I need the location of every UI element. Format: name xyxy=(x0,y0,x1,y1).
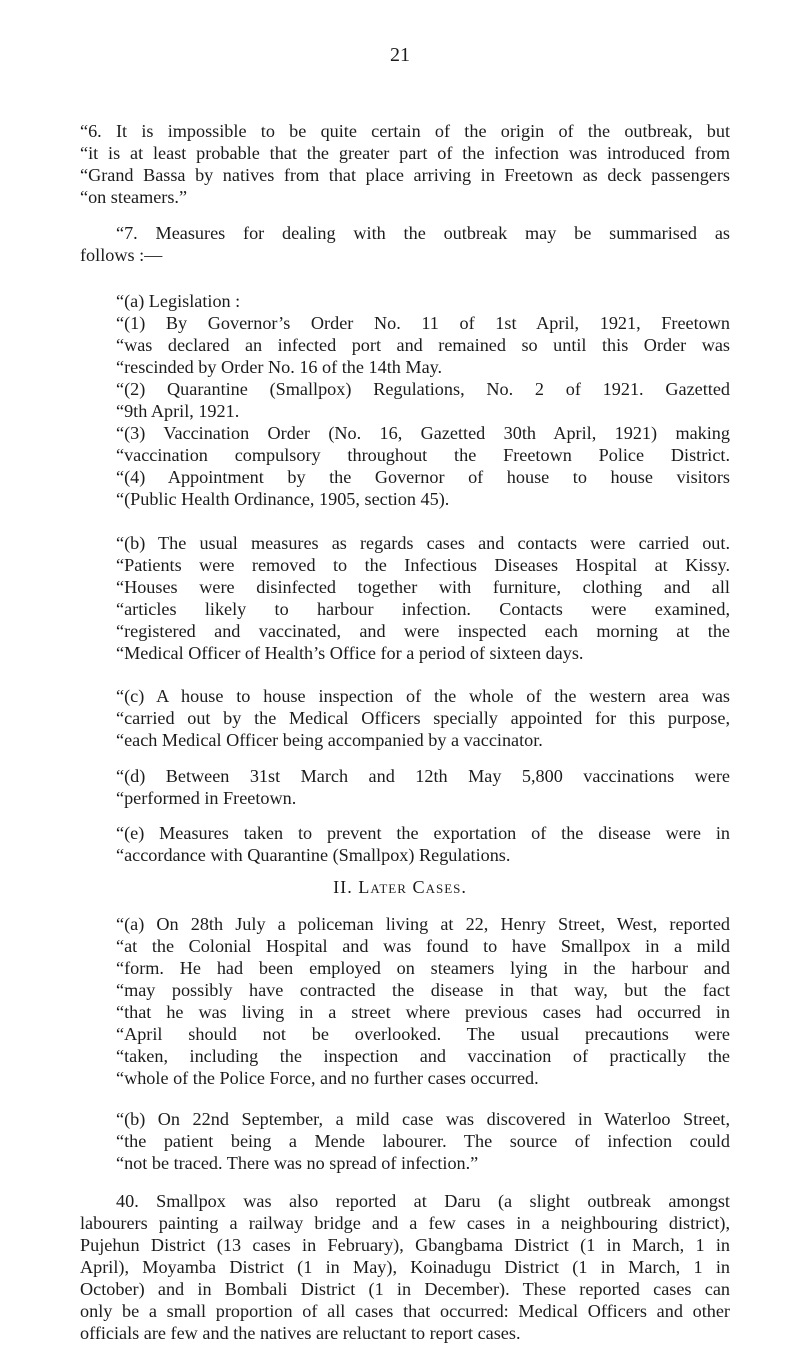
text-line: “not be traced. There was no spread of infection.” xyxy=(116,1153,479,1173)
text-line: “was declared an infected port and remained so until this Order was xyxy=(116,335,730,355)
section-e-exportation xyxy=(80,822,730,866)
text-line: “(b) On 22nd September, a mild case was discovered in Waterloo Street, xyxy=(116,1109,730,1129)
text-line: “(e) Measures taken to prevent the exportation of the disease were in xyxy=(116,823,730,843)
text-line: “the patient being a Mende labourer. The source of infection could xyxy=(116,1131,730,1151)
text-line: officials are few and the natives are reluctant to report cases. xyxy=(80,1323,521,1343)
text-line: “7. Measures for dealing with the outbreak may be summarised as xyxy=(116,223,730,243)
text-line: “6. It is impossible to be quite certain of the origin of the outbreak, but xyxy=(80,121,730,141)
text-line: “each Medical Officer being accompanied by a vaccinator. xyxy=(116,730,543,750)
text-line: “Houses were disinfected together with furniture, clothing and all xyxy=(116,577,730,597)
text-line: 40. Smallpox was also reported at Daru (a slight outbreak amongst xyxy=(116,1191,730,1211)
text-line: “(2) Quarantine (Smallpox) Regulations, No. 2 of 1921. Gazetted xyxy=(116,379,730,399)
text-line: “(Public Health Ordinance, 1905, section 45). xyxy=(116,489,450,509)
text-line: “(d) Between 31st March and 12th May 5,800 vaccinations were xyxy=(116,766,730,786)
text-line: “Medical Officer of Health’s Office for a period of sixteen days. xyxy=(116,643,584,663)
text-line: “(4) Appointment by the Governor of house to house visitors xyxy=(116,467,730,487)
text-line: October) and in Bombali District (1 in December). These reported cases can xyxy=(80,1279,730,1299)
text-line: “carried out by the Medical Officers specially appointed for this purpose, xyxy=(116,708,730,728)
text-line: only be a small proportion of all cases that occurred: Medical Officers and other xyxy=(80,1301,730,1321)
text-line: “(1) By Governor’s Order No. 11 of 1st April, 1921, Freetown xyxy=(116,313,730,333)
text-line: “9th April, 1921. xyxy=(116,401,240,421)
text-line: follows :— xyxy=(80,245,163,265)
section-c-inspection xyxy=(80,685,730,751)
text-line: “taken, including the inspection and vaccination of practically the xyxy=(116,1046,730,1066)
text-line: “(a) On 28th July a policeman living at 22, Henry Street, West, reported xyxy=(116,914,730,934)
text-line: “April should not be overlooked. The usual precautions were xyxy=(116,1024,730,1044)
paragraph-6 xyxy=(80,120,730,208)
text-line: “Patients were removed to the Infectious Diseases Hospital at Kissy. xyxy=(116,555,730,575)
text-line: April), Moyamba District (1 in May), Koinadugu District (1 in March, 1 in xyxy=(80,1257,730,1277)
section-heading: II. Later Cases. xyxy=(333,877,467,897)
text-line: “(c) A house to house inspection of the whole of the western area was xyxy=(116,686,730,706)
text-line: “on steamers.” xyxy=(80,187,188,207)
text-line: “registered and vaccinated, and were inspected each morning at the xyxy=(116,621,730,641)
text-line: “(a) Legislation : xyxy=(116,291,241,311)
section-a-legislation xyxy=(80,290,730,510)
paragraph-40 xyxy=(80,1190,730,1344)
text-line: “that he was living in a street where previous cases had occurred in xyxy=(116,1002,730,1022)
text-line: “accordance with Quarantine (Smallpox) Regulations. xyxy=(116,845,511,865)
paragraph-7 xyxy=(80,222,730,266)
text-line: “rescinded by Order No. 16 of the 14th May. xyxy=(116,357,443,377)
text-line: “form. He had been employed on steamers lying in the harbour and xyxy=(116,958,730,978)
text-line: “whole of the Police Force, and no further cases occurred. xyxy=(116,1068,539,1088)
text-line: “(3) Vaccination Order (No. 16, Gazetted 30th April, 1921) making xyxy=(116,423,730,443)
text-line: “Grand Bassa by natives from that place arriving in Freetown as deck passengers xyxy=(80,165,730,185)
section-b-measures xyxy=(80,532,730,664)
later-case-b xyxy=(80,1108,730,1174)
text-line: “may possibly have contracted the disease in that way, but the fact xyxy=(116,980,730,1000)
text-line: labourers painting a railway bridge and a few cases in a neighbouring district), xyxy=(80,1213,730,1233)
page-number: 21 xyxy=(390,44,410,66)
section-d-vaccinations xyxy=(80,765,730,809)
text-line: “performed in Freetown. xyxy=(116,788,297,808)
text-line: “at the Colonial Hospital and was found to have Smallpox in a mild xyxy=(116,936,730,956)
text-line: “vaccination compulsory throughout the Freetown Police District. xyxy=(116,445,730,465)
text-line: “it is at least probable that the greater part of the infection was introduced from xyxy=(80,143,730,163)
text-line: Pujehun District (13 cases in February), Gbangbama District (1 in March, 1 in xyxy=(80,1235,730,1255)
later-case-a xyxy=(80,913,730,1089)
text-line: “articles likely to harbour infection. Contacts were examined, xyxy=(116,599,730,619)
text-line: “(b) The usual measures as regards cases and contacts were carried out. xyxy=(116,533,730,553)
